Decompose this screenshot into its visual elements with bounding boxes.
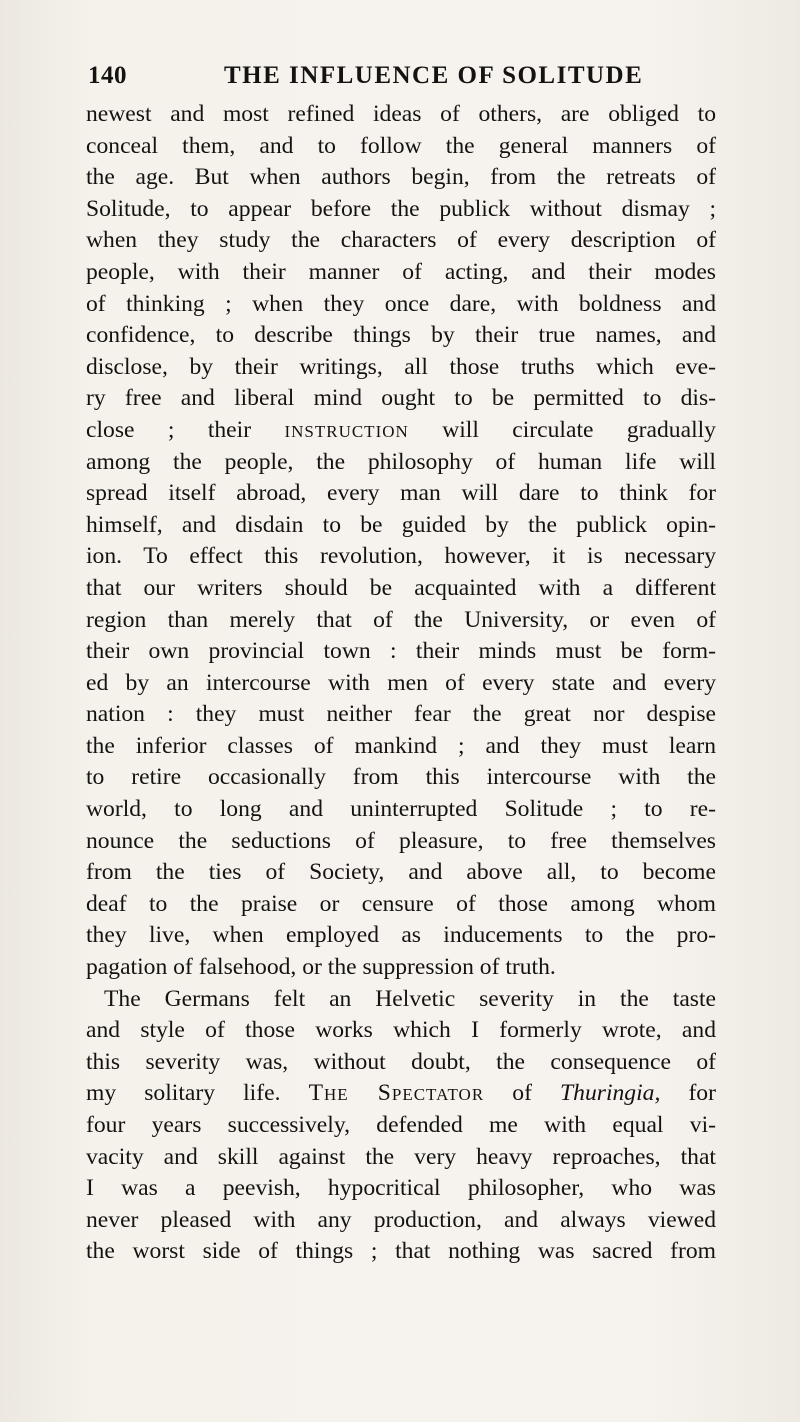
page-number: 140: [88, 62, 127, 89]
text-line: Solitude, to appear before the publick without dismay ;: [86, 195, 716, 222]
text-line: to retire occasionally from this intercourse with the: [86, 764, 716, 791]
text-line: pagation of falsehood, or the suppression of truth.: [86, 954, 556, 981]
running-head: [88, 62, 728, 94]
text-line: the age. But when authors begin, from the retreats of: [86, 164, 716, 191]
text-line: himself, and disdain to be guided by the publick opin-: [86, 511, 716, 538]
text-line: that our writers should be acquainted with a different: [86, 574, 716, 601]
text-line: people, with their manner of acting, and their modes: [86, 258, 716, 285]
text-segment: for: [688, 1080, 716, 1107]
text-line: ion. To effect this revolution, however, it is necessary: [86, 543, 716, 570]
text-line: the inferior classes of mankind ; and they must learn: [86, 732, 716, 759]
text-line: the worst side of things ; that nothing was sacred from: [86, 1238, 716, 1265]
text-line: world, to long and uninterrupted Solitude ; to re-: [86, 796, 716, 823]
text-segment: close ; their: [86, 416, 252, 443]
text-line: nounce the seductions of pleasure, to free themselves: [86, 827, 716, 854]
text-line: four years successively, defended me with equal vi-: [86, 1112, 716, 1138]
text-segment: will circulate gradually: [442, 416, 716, 443]
text-line: [86, 415, 716, 447]
text-line: deaf to the praise or censure of those among whom: [86, 890, 716, 917]
text-line: among the people, the philosophy of human life will: [86, 448, 716, 475]
text-line: ed by an intercourse with men of every state and every: [86, 669, 716, 696]
text-line: I was a peevish, hypocritical philosopher, who was: [86, 1175, 716, 1202]
text-line: [86, 1078, 716, 1110]
text-segment: my solitary life.: [86, 1080, 281, 1107]
text-line: conceal them, and to follow the general manners of: [86, 132, 716, 159]
text-line: nation : they must neither fear the great nor despise: [86, 701, 716, 728]
text-line: spread itself abroad, every man will dare to think for: [86, 480, 716, 507]
text-line: when they study the characters of every description of: [86, 227, 716, 254]
italic-place-name: Thuringia,: [560, 1080, 661, 1107]
text-line: ry free and liberal mind ought to be permitted to dis-: [86, 385, 716, 412]
text-line: never pleased with any production, and always viewed: [86, 1206, 716, 1233]
text-line: newest and most refined ideas of others, are obliged to: [86, 101, 716, 127]
text-line: of thinking ; when they once dare, with boldness and: [86, 290, 716, 317]
text-line: vacity and skill against the very heavy reproaches, that: [86, 1143, 716, 1170]
emphasized-word: instruction: [284, 416, 409, 443]
text-line: disclose, by their writings, all those truths which eve-: [86, 353, 716, 380]
text-line: from the ties of Society, and above all, to become: [86, 859, 716, 886]
text-line: confidence, to describe things by their true names, and: [86, 322, 716, 349]
text-line: and style of those works which I formerly wrote, and: [86, 1017, 716, 1044]
body-text: [86, 99, 716, 1268]
text-line: region than merely that of the University, or even of: [86, 606, 716, 633]
text-line: The Germans felt an Helvetic severity in the taste: [104, 985, 716, 1012]
text-line: they live, when employed as inducements to the pro-: [86, 922, 716, 949]
text-segment: of: [512, 1080, 532, 1107]
running-title: THE INFLUENCE OF SOLITUDE: [224, 62, 644, 89]
text-line: their own provincial town : their minds must be form-: [86, 638, 716, 665]
emphasized-title: The Spectator: [308, 1080, 485, 1107]
text-line: this severity was, without doubt, the consequence of: [86, 1048, 716, 1075]
